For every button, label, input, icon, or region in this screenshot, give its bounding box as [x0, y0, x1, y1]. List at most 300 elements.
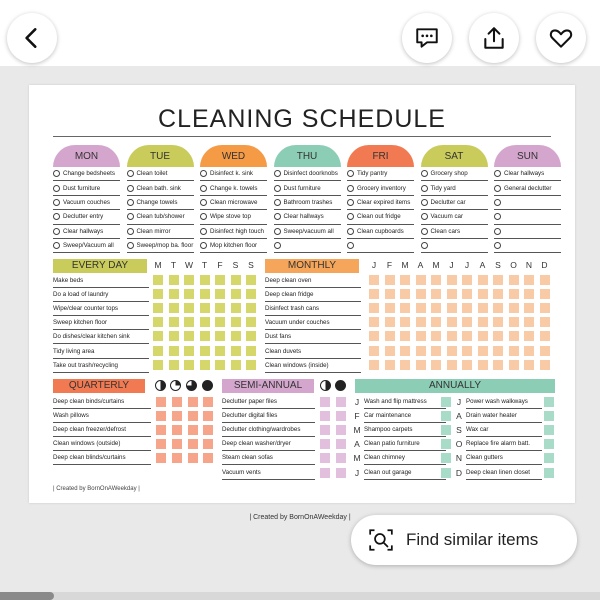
task-checkbox[interactable]: [347, 170, 354, 177]
task-checkbox[interactable]: [421, 242, 428, 249]
month-letter: D: [455, 467, 463, 478]
task-checkbox[interactable]: [494, 199, 501, 206]
tracking-square[interactable]: [188, 411, 198, 421]
comment-button[interactable]: [402, 13, 452, 63]
task-checkbox[interactable]: [274, 199, 281, 206]
day-header: SUN: [494, 145, 561, 167]
tracking-square[interactable]: [320, 425, 330, 435]
tracking-square[interactable]: [246, 346, 256, 356]
task-checkbox[interactable]: [274, 185, 281, 192]
task-checkbox[interactable]: [347, 242, 354, 249]
tracking-square[interactable]: [400, 360, 410, 370]
day-task: [421, 239, 488, 253]
tracking-square[interactable]: [431, 275, 441, 285]
day-task: [494, 225, 561, 239]
task-checkbox[interactable]: [494, 228, 501, 235]
day-task: [127, 239, 194, 253]
column-letter: F: [217, 260, 223, 270]
task-label: Wipe stove top: [210, 213, 251, 221]
moon-full-icon: [335, 380, 346, 391]
day-task: [347, 225, 414, 239]
tracking-square[interactable]: [156, 453, 166, 463]
task-label: Vacuum car: [430, 213, 464, 221]
tracking-square[interactable]: [524, 346, 534, 356]
tracking-square[interactable]: [416, 346, 426, 356]
tracking-square[interactable]: [447, 360, 457, 370]
tracking-square[interactable]: [246, 289, 256, 299]
tracking-square[interactable]: [416, 331, 426, 341]
tracking-square[interactable]: [524, 289, 534, 299]
tracking-square[interactable]: [540, 317, 550, 327]
day-task: [274, 210, 341, 224]
tracking-square[interactable]: [478, 360, 488, 370]
day-task: [274, 167, 341, 181]
tracking-square[interactable]: [462, 303, 472, 313]
tracking-square[interactable]: [153, 275, 163, 285]
task-checkbox[interactable]: [421, 199, 428, 206]
tracking-square[interactable]: [200, 317, 210, 327]
tracking-square[interactable]: [478, 303, 488, 313]
tracking-square[interactable]: [188, 425, 198, 435]
tracking-square[interactable]: [544, 468, 554, 478]
day-task: [347, 181, 414, 195]
task-checkbox[interactable]: [53, 185, 60, 192]
task-label: Clear hallways: [504, 170, 545, 178]
tracking-square[interactable]: [172, 453, 182, 463]
tracking-square[interactable]: [169, 317, 179, 327]
tracking-square[interactable]: [544, 453, 554, 463]
column-letter: M: [432, 260, 440, 270]
task-checkbox[interactable]: [274, 242, 281, 249]
chore-row: Clean windows (inside): [265, 359, 361, 373]
tracking-square[interactable]: [246, 331, 256, 341]
tracking-square[interactable]: [447, 346, 457, 356]
chore-row: Tidy living area: [53, 345, 149, 359]
tracking-square[interactable]: [400, 331, 410, 341]
task-checkbox[interactable]: [494, 242, 501, 249]
day-task: [127, 210, 194, 224]
tracking-square[interactable]: [188, 453, 198, 463]
month-letter: S: [456, 425, 462, 436]
tracking-square[interactable]: [184, 346, 194, 356]
tracking-square[interactable]: [203, 425, 213, 435]
tracking-square[interactable]: [478, 275, 488, 285]
tracking-square[interactable]: [184, 289, 194, 299]
tracking-square[interactable]: [153, 346, 163, 356]
tracking-square[interactable]: [215, 275, 225, 285]
task-checkbox[interactable]: [274, 228, 281, 235]
tracking-square[interactable]: [172, 411, 182, 421]
tracking-square[interactable]: [441, 411, 451, 421]
tracking-square[interactable]: [416, 289, 426, 299]
tracking-square[interactable]: [524, 303, 534, 313]
tracking-square[interactable]: [369, 331, 379, 341]
chore-row: Wipe/clear counter tops: [53, 302, 149, 316]
task-checkbox[interactable]: [53, 199, 60, 206]
tracking-square[interactable]: [447, 303, 457, 313]
chore-row: Drain water heater: [466, 409, 542, 423]
tracking-square[interactable]: [215, 303, 225, 313]
tracking-square[interactable]: [400, 303, 410, 313]
tracking-square[interactable]: [320, 453, 330, 463]
scrollbar-thumb[interactable]: [0, 592, 54, 600]
tracking-square[interactable]: [320, 468, 330, 478]
day-column: [347, 145, 414, 253]
find-similar-button[interactable]: [351, 515, 577, 565]
day-task: [494, 239, 561, 253]
column-letter: J: [449, 260, 454, 270]
tracking-square[interactable]: [493, 317, 503, 327]
day-task: [127, 181, 194, 195]
day-task: [494, 196, 561, 210]
tracking-square[interactable]: [493, 275, 503, 285]
tracking-square[interactable]: [416, 275, 426, 285]
tracking-square[interactable]: [540, 346, 550, 356]
tracking-square[interactable]: [231, 346, 241, 356]
chore-row: Declutter digital files: [222, 409, 315, 423]
tracking-square[interactable]: [184, 360, 194, 370]
tracking-square[interactable]: [200, 346, 210, 356]
tracking-square[interactable]: [462, 275, 472, 285]
chore-row: Disinfect trash cans: [265, 302, 361, 316]
task-checkbox[interactable]: [200, 185, 207, 192]
tracking-square[interactable]: [462, 331, 472, 341]
tracking-square[interactable]: [441, 439, 451, 449]
tracking-square[interactable]: [493, 346, 503, 356]
tracking-square[interactable]: [369, 346, 379, 356]
tracking-square[interactable]: [369, 317, 379, 327]
tracking-square[interactable]: [462, 289, 472, 299]
tracking-square[interactable]: [156, 397, 166, 407]
tracking-square[interactable]: [441, 453, 451, 463]
tracking-square[interactable]: [400, 289, 410, 299]
tracking-square[interactable]: [156, 411, 166, 421]
tracking-square[interactable]: [441, 468, 451, 478]
tracking-square[interactable]: [385, 360, 395, 370]
tracking-square[interactable]: [231, 275, 241, 285]
task-label: Sweep/Vacuum all: [63, 242, 114, 250]
tracking-square[interactable]: [544, 411, 554, 421]
task-checkbox[interactable]: [200, 228, 207, 235]
tracking-square[interactable]: [462, 317, 472, 327]
tracking-square[interactable]: [203, 453, 213, 463]
quarterly-header: QUARTERLY: [53, 379, 145, 393]
semiannual-header: SEMI-ANNUAL: [222, 379, 314, 393]
tracking-square[interactable]: [369, 289, 379, 299]
day-task: [421, 225, 488, 239]
tracking-square[interactable]: [416, 317, 426, 327]
tracking-square[interactable]: [385, 331, 395, 341]
tracking-square[interactable]: [524, 275, 534, 285]
tracking-square[interactable]: [544, 439, 554, 449]
tracking-square[interactable]: [369, 303, 379, 313]
task-checkbox[interactable]: [347, 213, 354, 220]
task-checkbox[interactable]: [53, 242, 60, 249]
task-label: Tidy yard: [430, 184, 456, 192]
task-checkbox[interactable]: [53, 213, 60, 220]
task-checkbox[interactable]: [200, 170, 207, 177]
tracking-square[interactable]: [478, 317, 488, 327]
day-task: [274, 181, 341, 195]
day-task: [200, 225, 267, 239]
tracking-square[interactable]: [540, 275, 550, 285]
day-task: [421, 181, 488, 195]
tracking-square[interactable]: [493, 360, 503, 370]
tracking-square[interactable]: [200, 331, 210, 341]
task-checkbox[interactable]: [127, 170, 134, 177]
task-checkbox[interactable]: [127, 199, 134, 206]
task-label: Grocery shop: [430, 170, 468, 178]
tracking-square[interactable]: [156, 425, 166, 435]
tracking-square[interactable]: [524, 360, 534, 370]
day-task: [53, 167, 120, 181]
tracking-square[interactable]: [478, 346, 488, 356]
day-task: [421, 210, 488, 224]
tracking-square[interactable]: [169, 331, 179, 341]
save-button[interactable]: [536, 13, 586, 63]
task-checkbox[interactable]: [274, 170, 281, 177]
tracking-square[interactable]: [215, 346, 225, 356]
tracking-square[interactable]: [369, 275, 379, 285]
tracking-square[interactable]: [400, 275, 410, 285]
tracking-square[interactable]: [431, 303, 441, 313]
tracking-square[interactable]: [544, 425, 554, 435]
tracking-square[interactable]: [215, 331, 225, 341]
task-checkbox[interactable]: [421, 213, 428, 220]
tracking-square[interactable]: [540, 360, 550, 370]
task-checkbox[interactable]: [53, 170, 60, 177]
day-column: [274, 145, 341, 253]
task-checkbox[interactable]: [127, 213, 134, 220]
tracking-square[interactable]: [431, 289, 441, 299]
tracking-square[interactable]: [509, 317, 519, 327]
tracking-square[interactable]: [462, 346, 472, 356]
tracking-square[interactable]: [385, 275, 395, 285]
tracking-square[interactable]: [509, 275, 519, 285]
task-checkbox[interactable]: [127, 185, 134, 192]
day-column: [53, 145, 120, 253]
tracking-square[interactable]: [200, 289, 210, 299]
tracking-square[interactable]: [215, 289, 225, 299]
chore-row: Clean duvets: [265, 345, 361, 359]
tracking-square[interactable]: [184, 275, 194, 285]
tracking-square[interactable]: [509, 289, 519, 299]
tracking-square[interactable]: [246, 317, 256, 327]
tracking-square[interactable]: [540, 331, 550, 341]
tracking-square[interactable]: [156, 439, 166, 449]
tracking-square[interactable]: [524, 331, 534, 341]
tracking-square[interactable]: [524, 317, 534, 327]
tracking-square[interactable]: [184, 303, 194, 313]
tracking-square[interactable]: [153, 303, 163, 313]
comment-icon: [414, 25, 440, 51]
task-checkbox[interactable]: [200, 213, 207, 220]
tracking-square[interactable]: [188, 439, 198, 449]
tracking-square[interactable]: [336, 468, 346, 478]
task-checkbox[interactable]: [421, 228, 428, 235]
tracking-square[interactable]: [215, 317, 225, 327]
tracking-square[interactable]: [431, 331, 441, 341]
page-credit: | Created by BornOnAWeekday |: [249, 514, 351, 521]
moon-full-icon: [202, 380, 213, 391]
tracking-square[interactable]: [336, 453, 346, 463]
tracking-square[interactable]: [385, 289, 395, 299]
task-checkbox[interactable]: [421, 185, 428, 192]
tracking-square[interactable]: [385, 346, 395, 356]
tracking-square[interactable]: [203, 411, 213, 421]
tracking-square[interactable]: [153, 331, 163, 341]
tracking-square[interactable]: [320, 397, 330, 407]
task-checkbox[interactable]: [494, 213, 501, 220]
tracking-square[interactable]: [441, 397, 451, 407]
tracking-square[interactable]: [246, 360, 256, 370]
task-checkbox[interactable]: [274, 213, 281, 220]
tracking-square[interactable]: [400, 317, 410, 327]
tracking-square[interactable]: [336, 439, 346, 449]
tracking-square[interactable]: [200, 303, 210, 313]
task-checkbox[interactable]: [200, 199, 207, 206]
task-label: Dust furniture: [63, 184, 101, 192]
month-letter: J: [354, 397, 360, 407]
chore-row: Clean windows (outside): [53, 437, 151, 451]
tracking-square[interactable]: [540, 289, 550, 299]
task-label: Clean bath. sink: [136, 184, 181, 192]
tracking-square[interactable]: [188, 397, 198, 407]
tracking-square[interactable]: [200, 360, 210, 370]
tracking-square[interactable]: [184, 317, 194, 327]
day-task: [200, 239, 267, 253]
chore-row: Deep clean fridge: [265, 288, 361, 302]
tracking-square[interactable]: [493, 303, 503, 313]
tracking-square[interactable]: [320, 439, 330, 449]
tracking-square[interactable]: [336, 425, 346, 435]
task-checkbox[interactable]: [53, 228, 60, 235]
day-task: [53, 181, 120, 195]
task-label: Disinfect k. sink: [210, 170, 253, 178]
tracking-square[interactable]: [169, 289, 179, 299]
tracking-square[interactable]: [246, 275, 256, 285]
task-label: Clear hallways: [283, 213, 324, 221]
tracking-square[interactable]: [447, 275, 457, 285]
tracking-square[interactable]: [169, 303, 179, 313]
tracking-square[interactable]: [509, 346, 519, 356]
sheet-credit: | Created by BornOnAWeekday |: [53, 486, 140, 492]
annually-header: ANNUALLY: [355, 379, 555, 393]
tracking-square[interactable]: [416, 303, 426, 313]
tracking-square[interactable]: [447, 317, 457, 327]
tracking-square[interactable]: [441, 425, 451, 435]
column-letter: O: [510, 260, 517, 270]
tracking-square[interactable]: [493, 289, 503, 299]
tracking-square[interactable]: [544, 397, 554, 407]
task-checkbox[interactable]: [347, 199, 354, 206]
tracking-square[interactable]: [431, 346, 441, 356]
tracking-square[interactable]: [246, 303, 256, 313]
tracking-square[interactable]: [493, 331, 503, 341]
tracking-square[interactable]: [215, 360, 225, 370]
tracking-square[interactable]: [184, 331, 194, 341]
tracking-square[interactable]: [231, 360, 241, 370]
tracking-square[interactable]: [200, 275, 210, 285]
month-letter: J: [456, 397, 462, 407]
tracking-square[interactable]: [431, 360, 441, 370]
back-button[interactable]: [7, 13, 57, 63]
tracking-square[interactable]: [336, 411, 346, 421]
chore-row: Deep clean binds/curtains: [53, 395, 151, 409]
tracking-square[interactable]: [400, 346, 410, 356]
day-task: [421, 167, 488, 181]
tracking-square[interactable]: [169, 275, 179, 285]
tracking-square[interactable]: [540, 303, 550, 313]
task-checkbox[interactable]: [494, 170, 501, 177]
tracking-square[interactable]: [431, 317, 441, 327]
chore-row: Clean patio furniture: [364, 437, 446, 451]
tracking-square[interactable]: [153, 360, 163, 370]
share-button[interactable]: [469, 13, 519, 63]
day-column: [127, 145, 194, 253]
day-task: [200, 181, 267, 195]
tracking-square[interactable]: [203, 439, 213, 449]
tracking-square[interactable]: [369, 360, 379, 370]
tracking-square[interactable]: [231, 303, 241, 313]
tracking-square[interactable]: [169, 346, 179, 356]
chore-row: Dust fans: [265, 330, 361, 344]
task-checkbox[interactable]: [127, 242, 134, 249]
tracking-square[interactable]: [153, 317, 163, 327]
task-label: Disinfect doorknobs: [283, 170, 338, 178]
day-task: [127, 167, 194, 181]
task-checkbox[interactable]: [421, 170, 428, 177]
task-checkbox[interactable]: [347, 185, 354, 192]
tracking-square[interactable]: [231, 289, 241, 299]
tracking-square[interactable]: [231, 317, 241, 327]
scrollbar-track[interactable]: [0, 592, 600, 600]
tracking-square[interactable]: [169, 360, 179, 370]
tracking-square[interactable]: [336, 397, 346, 407]
tracking-square[interactable]: [447, 289, 457, 299]
tracking-square[interactable]: [509, 360, 519, 370]
tracking-square[interactable]: [203, 397, 213, 407]
tracking-square[interactable]: [385, 317, 395, 327]
day-header: THU: [274, 145, 341, 167]
tracking-square[interactable]: [172, 397, 182, 407]
tracking-square[interactable]: [478, 289, 488, 299]
tracking-square[interactable]: [231, 331, 241, 341]
chore-row: Vacuum under couches: [265, 316, 361, 330]
task-label: Clean mirror: [136, 227, 171, 235]
tracking-square[interactable]: [153, 289, 163, 299]
tracking-square[interactable]: [447, 331, 457, 341]
task-checkbox[interactable]: [347, 228, 354, 235]
tracking-square[interactable]: [509, 303, 519, 313]
tracking-square[interactable]: [320, 411, 330, 421]
task-checkbox[interactable]: [494, 185, 501, 192]
tracking-square[interactable]: [172, 425, 182, 435]
task-checkbox[interactable]: [200, 242, 207, 249]
tracking-square[interactable]: [478, 331, 488, 341]
task-label: Disinfect high touch: [210, 227, 264, 235]
tracking-square[interactable]: [416, 360, 426, 370]
tracking-square[interactable]: [462, 360, 472, 370]
cleaning-schedule-sheet[interactable]: [29, 85, 575, 503]
tracking-square[interactable]: [172, 439, 182, 449]
day-header: SAT: [421, 145, 488, 167]
tracking-square[interactable]: [509, 331, 519, 341]
monthly-header: MONTHLY: [265, 259, 359, 273]
tracking-square[interactable]: [385, 303, 395, 313]
task-checkbox[interactable]: [127, 228, 134, 235]
month-letter: O: [455, 439, 463, 450]
